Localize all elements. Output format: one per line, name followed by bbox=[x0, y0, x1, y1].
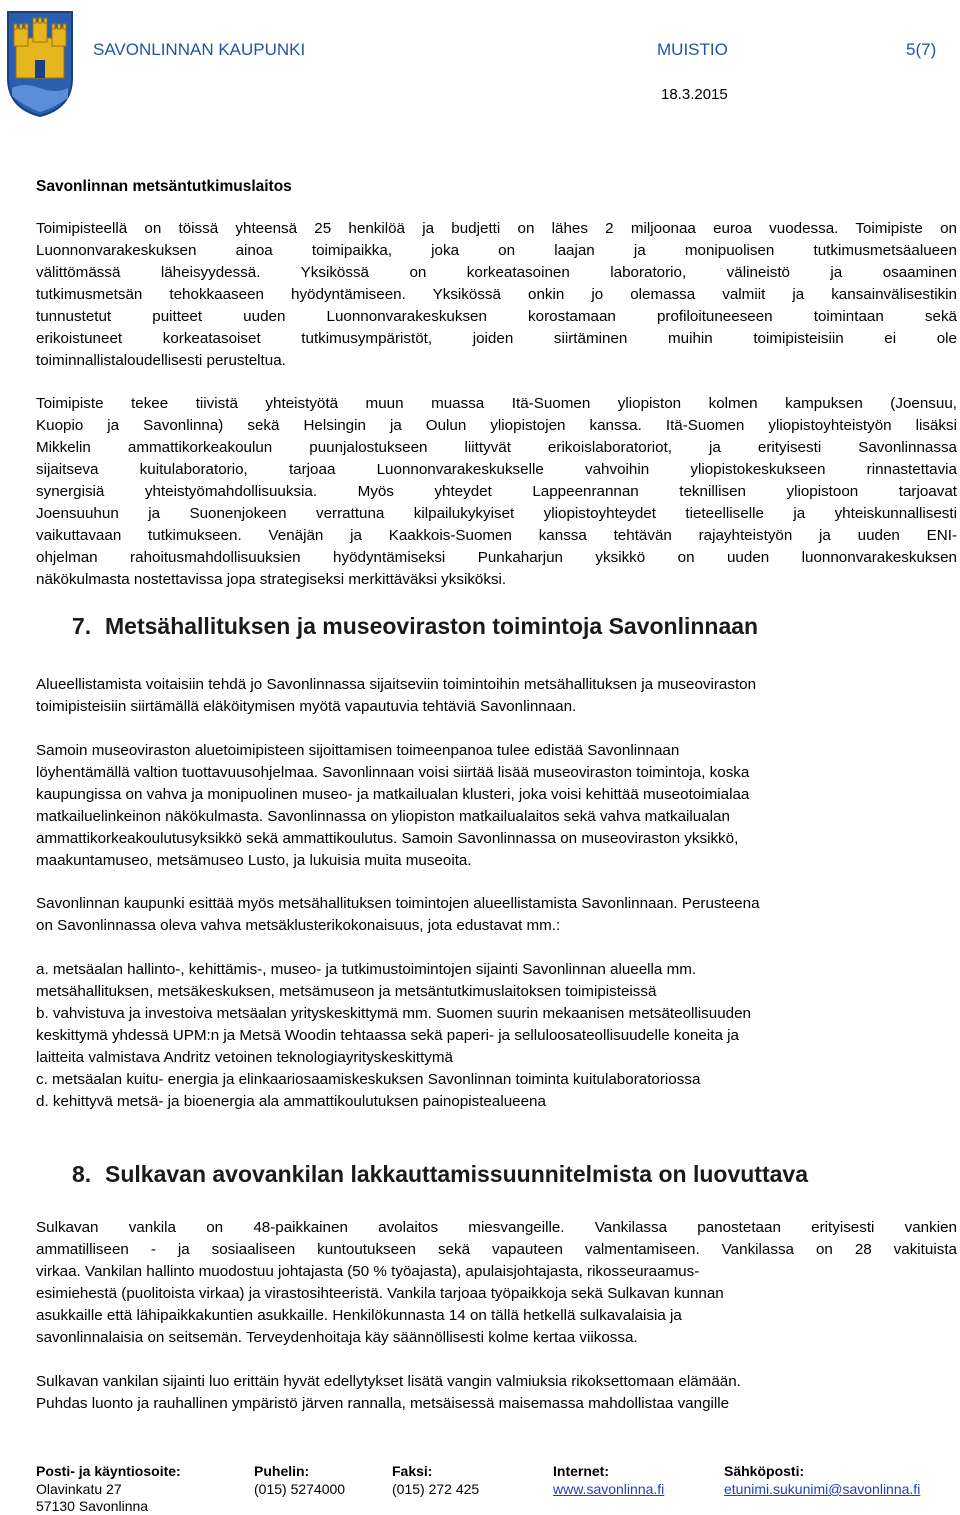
list-item: b. vahvistuva ja investoiva metsäalan yrityskeskittymä mm. Suomen suurin mekaanisen metsäteollisuuden bbox=[36, 1005, 751, 1022]
text-line: Toimipisteellä on töissä yhteensä 25 henkilöä ja budjetti on lähes 2 miljoonaa euroa vuodessa. Toimipiste on bbox=[36, 220, 957, 237]
address-street: Olavinkatu 27 bbox=[36, 1481, 122, 1497]
text-line: tutkimusmetsän tehokkaaseen hyödyntämiseen. Yksikössä onkin jo olemassa valmiit ja kansainvälisestikin bbox=[36, 286, 957, 303]
section-7-paragraph-2 bbox=[36, 740, 957, 872]
text-line: Toimipiste tekee tiivistä yhteistyötä muun muassa Itä-Suomen yliopiston kolmen kampuksen (Joensuu, bbox=[36, 395, 957, 412]
text-line: kaupungissa on vahva ja monipuolinen museo- ja matkailualan klusteri, joka voisi kehittää museotoimialaa bbox=[36, 786, 750, 803]
internet-label: Internet: bbox=[553, 1463, 609, 1479]
section-7-number: 7. bbox=[72, 613, 92, 639]
text-line: Alueellistamista voitaisiin tehdä jo Savonlinnassa sijaitseviin toimintoihin metsähallituksen ja museoviraston bbox=[36, 676, 757, 693]
section-7-paragraph-3 bbox=[36, 893, 957, 937]
text-line: virkaa. Vankilan hallinto muodostuu johtajasta (50 % työajasta), apulaisjohtajasta, rikosseuraamus- bbox=[36, 1263, 700, 1280]
text-line: vaikuttavaan tutkimukseen. Venäjän ja Kaakkois-Suomen kanssa tehtävän rajayhteistyön ja uuden ENI- bbox=[36, 527, 957, 544]
list-item: keskittymä yhdessä UPM:n ja Metsä Woodin tehtaassa sekä paperi- ja selluloosateollisuudelle koneita ja bbox=[36, 1027, 739, 1044]
text-line: erikoistuneet korkeatasoiset tutkimusympäristöt, joiden siirtäminen muihin toimipisteisiin ei ole bbox=[36, 330, 957, 347]
text-line: löyhentämällä valtion tuottavuusohjelmaa. Savonlinnaan voisi siirtää lisää museoviraston toimintoja, koska bbox=[36, 764, 750, 781]
list-item: c. metsäalan kuitu- energia ja elinkaariosaamiskeskuksen Savonlinnan toiminta kuitulaboratoriossa bbox=[36, 1071, 701, 1088]
text-line: savonlinnalaisia on seitsemän. Terveydenhoitaja käy säännöllisesti kolme kertaa viikossa. bbox=[36, 1329, 638, 1346]
text-line: Kuopio ja Savonlinna) sekä Helsingin ja Oulun yliopistojen kanssa. Itä-Suomen yliopistoyhteistyön lisäksi bbox=[36, 417, 957, 434]
research-paragraph-2 bbox=[36, 393, 957, 591]
section-7-paragraph-1 bbox=[36, 674, 957, 718]
text-line: Joensuuhun ja Suonenjokeen verrattuna kilpailukykyiset yliopistoyhteydet tieteelliselle ja yhteiskunnallisesti bbox=[36, 505, 957, 522]
section-8-paragraph-1 bbox=[36, 1217, 957, 1349]
text-line: Sulkavan vankilan sijainti luo erittäin hyvät edellytykset lisätä vangin valmiuksia rikoksettomaan elämään. bbox=[36, 1373, 741, 1390]
text-line: näkökulmasta nostettavissa jopa strategiseksi merkittäväksi yksiköksi. bbox=[36, 571, 507, 588]
text-line: asukkaille että lähipaikkakuntien asukkaille. Henkilökunnasta 14 on tällä hetkellä sulkavalaisia ja bbox=[36, 1307, 682, 1324]
text-line: synergisiä yhteistyömahdollisuuksia. Myös yhteydet Lappeenrannan teknillisen yliopistoon tarjoavat bbox=[36, 483, 957, 500]
coat-of-arms-logo bbox=[4, 8, 76, 120]
list-item: a. metsäalan hallinto-, kehittämis-, museo- ja tutkimustoimintojen sijainti Savonlinnan alueella mm. bbox=[36, 961, 697, 978]
text-line: Luonnonvarakeskuksen ainoa toimipaikka, joka on laajan ja monipuolisen tutkimusmetsäalueen bbox=[36, 242, 957, 259]
website-link[interactable]: www.savonlinna.fi bbox=[553, 1481, 665, 1497]
section-8-title: Sulkavan avovankilan lakkauttamissuunnitelmista on luovuttava bbox=[105, 1161, 809, 1187]
section-heading-research: Savonlinnan metsäntutkimuslaitos bbox=[36, 178, 292, 195]
phone-number: (015) 5274000 bbox=[254, 1481, 346, 1497]
section-7-list bbox=[36, 959, 957, 1113]
document-date: 18.3.2015 bbox=[661, 86, 728, 103]
text-line: sijaitseva kuitulaboratorio, tarjoaa Luonnonvarakeskukselle vahvoihin yliopistokeskukseen rinnastettavia bbox=[36, 461, 957, 478]
list-item: d. kehittyvä metsä- ja bioenergia ala ammattikoulutuksen painopistealueena bbox=[36, 1093, 546, 1110]
address-label: Posti- ja käyntiosoite: bbox=[36, 1463, 181, 1479]
text-line: välittömässä läheisyydessä. Yksikössä on korkeatasoinen laboratorio, välineistö ja osaaminen bbox=[36, 264, 957, 281]
fax-label: Faksi: bbox=[392, 1463, 433, 1479]
text-line: maakuntamuseo, metsämuseo Lusto, ja lukuisia muita museoita. bbox=[36, 852, 472, 869]
text-line: esimiehestä (puolitoista virkaa) ja virastosihteeristä. Vankila tarjoaa työpaikkoja sekä Sulkavan kunnan bbox=[36, 1285, 724, 1302]
text-line: ammatilliseen - ja sosiaaliseen kuntoutukseen sekä vapauteen valmentamiseen. Vankilassa on 28 vakituista bbox=[36, 1241, 957, 1258]
document-type: MUISTIO bbox=[657, 40, 728, 59]
email-label: Sähköposti: bbox=[724, 1463, 805, 1479]
text-line: toimipisteisiin siirtämällä eläköitymisen myötä vapautuvia tehtäviä Savonlinnaan. bbox=[36, 698, 577, 715]
section-7-title: Metsähallituksen ja museoviraston toimintoja Savonlinnaan bbox=[105, 613, 759, 639]
org-name: SAVONLINNAN KAUPUNKI bbox=[93, 40, 306, 59]
research-paragraph-1 bbox=[36, 218, 957, 372]
phone-label: Puhelin: bbox=[254, 1463, 310, 1479]
text-line: ammattikorkeakoulutusyksikkö sekä ammattikoulutus. Samoin Savonlinnassa on museoviraston yksikkö, bbox=[36, 830, 739, 847]
text-line: Mikkelin ammattikorkeakoulun puunjalostukseen liittyvät erikoislaboratoriot, ja erityisesti Savonlinnassa bbox=[36, 439, 957, 456]
list-item: laitteita valmistava Andritz vetoinen teknologiayrityskeskittymä bbox=[36, 1049, 453, 1066]
text-line: Samoin museoviraston aluetoimipisteen sijoittamisen toimeenpanoa tulee edistää Savonlinnaan bbox=[36, 742, 680, 759]
list-item: metsähallituksen, metsäkeskuksen, metsämuseon ja metsäntutkimuslaitoksen toimipisteissä bbox=[36, 983, 657, 1000]
text-line: on Savonlinnassa oleva vahva metsäklusterikokonaisuus, jota edustavat mm.: bbox=[36, 917, 561, 934]
section-8-number: 8. bbox=[72, 1161, 92, 1187]
fax-number: (015) 272 425 bbox=[392, 1481, 480, 1497]
text-line: Sulkavan vankila on 48-paikkainen avolaitos miesvangeille. Vankilassa panostetaan erityisesti vankien bbox=[36, 1219, 957, 1236]
page-number: 5(7) bbox=[906, 40, 937, 59]
email-link[interactable]: etunimi.sukunimi@savonlinna.fi bbox=[724, 1481, 921, 1497]
section-8-paragraph-2 bbox=[36, 1371, 957, 1415]
address-postal: 57130 Savonlinna bbox=[36, 1498, 149, 1514]
text-line: Puhdas luonto ja rauhallinen ympäristö järven rannalla, metsäisessä maisemassa mahdollistaa vangille bbox=[36, 1395, 730, 1412]
text-line: toiminnallistaloudellisesti perusteltua. bbox=[36, 352, 286, 369]
text-line: tunnustetut puitteet uuden Luonnonvarakeskuksen korostamaan profiloituneeseen toimintaan sekä bbox=[36, 308, 957, 325]
text-line: matkailuelinkeinon näkökulmasta. Savonlinnassa on yliopiston matkailualaitos sekä vahva matkailualan bbox=[36, 808, 730, 825]
text-line: ohjelman rahoitusmahdollisuuksien hyödyntämiseksi Punkaharjun yksikkö on uuden luonnonvarakeskuksen bbox=[36, 549, 957, 566]
text-line: Savonlinnan kaupunki esittää myös metsähallituksen toimintojen alueellistamista Savonlinnaan. Perusteena bbox=[36, 895, 760, 912]
